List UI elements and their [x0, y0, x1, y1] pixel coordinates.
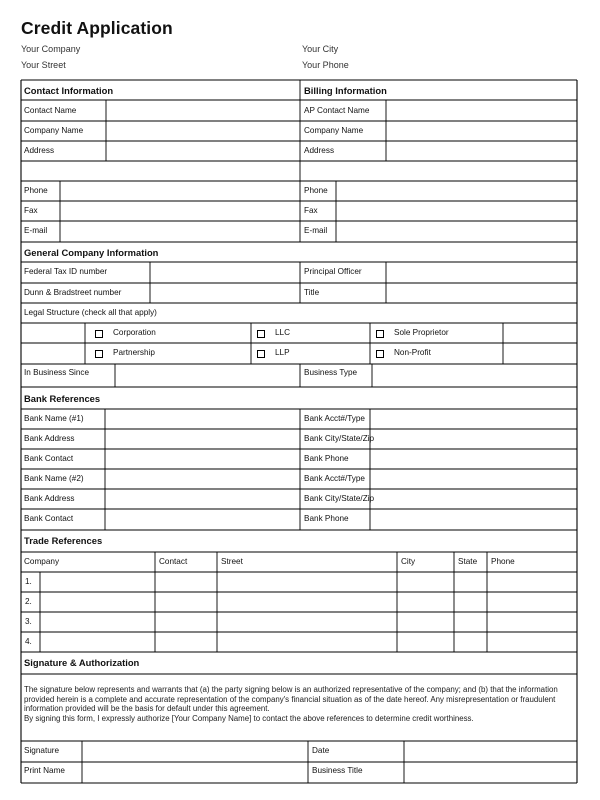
billing-phone-label: Phone: [304, 185, 328, 195]
authorization-warranty: The signature below represents and warrants that (a) the party signing below is an authorized representative of the company; and (b) that the information provided herein is a complete and accurate representation of the company's financial situation as of the date hereof. Any misrepresentation or fraudulent information provided will be the basis for default under this agreement.: [24, 685, 558, 714]
trade-col-city: City: [401, 556, 416, 566]
bank-name-1-label: Bank Name (#1): [24, 413, 84, 423]
billing-heading: Billing Information: [304, 84, 387, 96]
option-label-non-profit: Non-Profit: [394, 347, 431, 357]
date-label: Date: [312, 745, 330, 755]
checkbox-corporation[interactable]: [95, 330, 103, 338]
contact-fax-label: Fax: [24, 205, 38, 215]
bank-address-1-label: Bank Address: [24, 433, 75, 443]
contact-heading: Contact Information: [24, 84, 114, 96]
bank-phone-label-2: Bank Phone: [304, 513, 349, 523]
trade-col-phone: Phone: [491, 556, 515, 566]
business-title-label: Business Title: [312, 765, 363, 775]
option-label-llp: LLP: [275, 347, 290, 357]
form-title: Credit Application: [21, 18, 173, 38]
contact-company-label: Company Name: [24, 125, 84, 135]
option-label-sole-proprietor: Sole Proprietor: [394, 327, 449, 337]
bank-phone-label-1: Bank Phone: [304, 453, 349, 463]
checkbox-partnership[interactable]: [95, 350, 103, 358]
signature-heading: Signature & Authorization: [24, 656, 140, 668]
in-business-since-label: In Business Since: [24, 367, 90, 377]
bank-address-2-label: Bank Address: [24, 493, 75, 503]
billing-fax-label: Fax: [304, 205, 318, 215]
signature-label: Signature: [24, 745, 60, 755]
bank-name-2-label: Bank Name (#2): [24, 473, 84, 483]
trade-col-state: State: [458, 556, 478, 566]
option-label-corporation: Corporation: [113, 327, 156, 337]
checkbox-non-profit[interactable]: [376, 350, 384, 358]
contact-address-label: Address: [24, 145, 55, 155]
header-street: Your Street: [21, 60, 66, 70]
option-label-partnership: Partnership: [113, 347, 155, 357]
bank-heading: Bank References: [24, 392, 101, 404]
authorization-text: [24, 685, 569, 723]
bank-contact-2-label: Bank Contact: [24, 513, 74, 523]
billing-address-label: Address: [304, 145, 335, 155]
checkbox-llp[interactable]: [257, 350, 265, 358]
trade-col-contact: Contact: [159, 556, 188, 566]
authorization-consent: By signing this form, I expressly authorize [Your Company Name] to contact the above references to determine credit worthiness.: [24, 713, 474, 723]
billing-company-label: Company Name: [304, 125, 364, 135]
billing-ap-contact-label: AP Contact Name: [304, 105, 370, 115]
bank-city-label-2: Bank City/State/Zip: [304, 493, 375, 503]
contact-name-label: Contact Name: [24, 105, 77, 115]
general-heading: General Company Information: [24, 246, 159, 258]
checkbox-llc[interactable]: [257, 330, 265, 338]
option-label-llc: LLC: [275, 327, 291, 337]
billing-email-label: E-mail: [304, 225, 328, 235]
trade-row-number: 3.: [25, 616, 32, 626]
print-name-label: Print Name: [24, 765, 65, 775]
checkbox-sole-proprietor[interactable]: [376, 330, 384, 338]
header-city: Your City: [302, 44, 339, 54]
trade-col-street: Street: [221, 556, 243, 566]
contact-phone-label: Phone: [24, 185, 48, 195]
title-label: Title: [304, 287, 320, 297]
header-phone: Your Phone: [302, 60, 349, 70]
trade-row-number: 2.: [25, 596, 32, 606]
trade-row-number: 4.: [25, 636, 32, 646]
legal-structure-label: Legal Structure (check all that apply): [24, 307, 157, 317]
bank-city-label-1: Bank City/State/Zip: [304, 433, 375, 443]
bank-acct-label-1: Bank Acct#/Type: [304, 413, 365, 423]
bank-acct-label-2: Bank Acct#/Type: [304, 473, 365, 483]
principal-officer-label: Principal Officer: [304, 266, 362, 276]
contact-email-label: E-mail: [24, 225, 48, 235]
header-company: Your Company: [21, 44, 81, 54]
tax-id-label: Federal Tax ID number: [24, 266, 108, 276]
business-type-label: Business Type: [304, 367, 358, 377]
duns-label: Dunn & Bradstreet number: [24, 287, 122, 297]
trade-heading: Trade References: [24, 534, 103, 546]
bank-contact-1-label: Bank Contact: [24, 453, 74, 463]
trade-col-company: Company: [24, 556, 60, 566]
trade-row-number: 1.: [25, 576, 32, 586]
